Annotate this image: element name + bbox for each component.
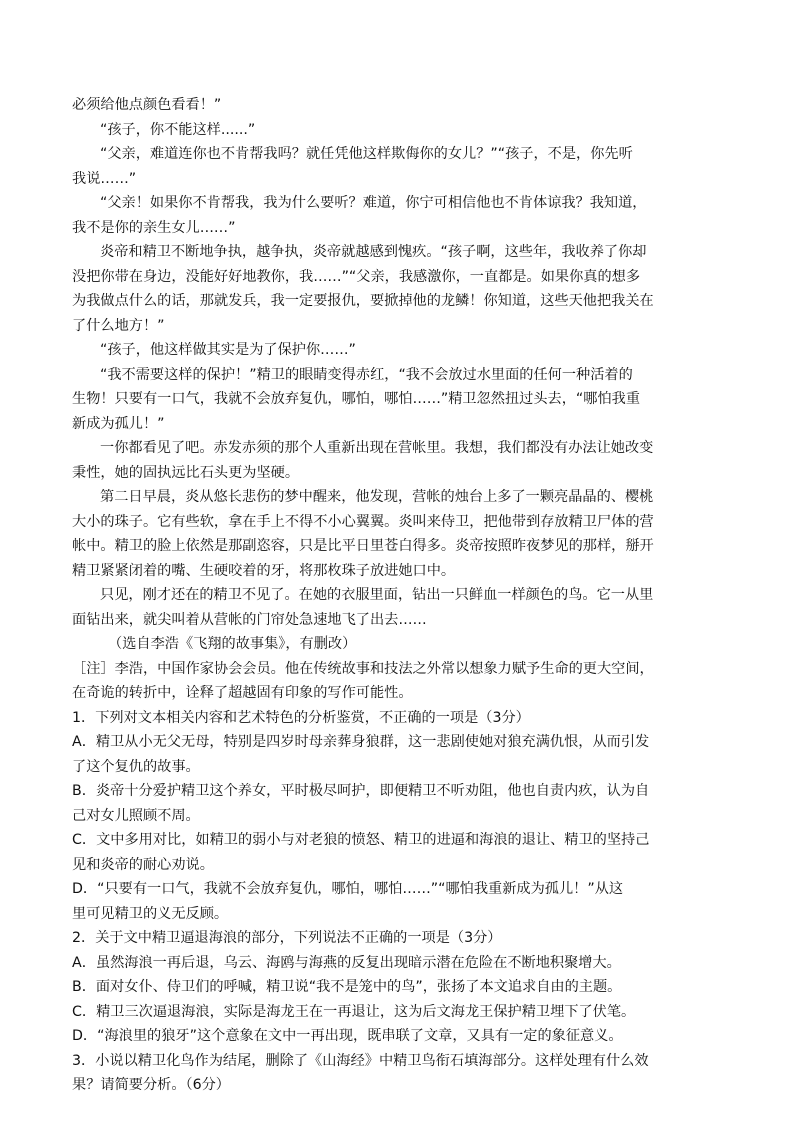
text-line: 我不是你的亲生女儿……” [72, 219, 236, 236]
text-line: 第二日早晨，炎从悠长悲伤的梦中醒来，他发现，营帐的烛台上多了一颗亮晶晶的、樱桃 [100, 489, 654, 505]
text-line: “孩子，他这样做其实是为了保护你……” [100, 342, 356, 358]
text-line: 见和炎帝的耐心劝说。 [72, 856, 214, 873]
text-line: B．面对女仆、侍卫们的呼喊，精卫说“我不是笼中的鸟”，张扬了本文追求自由的主题。 [72, 979, 622, 995]
document-page [72, 93, 724, 1098]
text-line: “我不需要这样的保护！”精卫的眼睛变得赤红，“我不会放过水里面的任何一种活着的 [100, 366, 633, 383]
text-line: 了什么地方！” [72, 317, 165, 334]
text-line: 只见，刚才还在的精卫不见了。在她的衣服里面，钻出一只鲜血一样颜色的鸟。它一从里 [100, 587, 654, 603]
text-line: 新成为孤儿！” [72, 415, 165, 432]
text-line: 在奇诡的转折中，诠释了超越固有印象的写作可能性。 [72, 685, 413, 701]
text-line: 为我做点什么的话，那就发兵，我一定要报仇，要掀掉他的龙鳞！你知道，这些天他把我关在 [72, 293, 654, 309]
text-line: 里可见精卫的义无反顾。 [72, 905, 229, 922]
text-line: 一你都看见了吧。赤发赤须的那个人重新出现在营帐里。我想，我们都没有办法让她改变 [100, 440, 654, 456]
text-line: 大小的珠子。它有些软，拿在手上不得不小心翼翼。炎叫来侍卫，把他带到存放精卫尸体的营 [72, 513, 654, 530]
text-line: 1．下列对文本相关内容和艺术特色的分析鉴赏，不正确的一项是（3分） [72, 709, 530, 726]
text-line: 精卫紧紧闭着的嘴、生硬咬着的牙，将那枚珠子放进她口中。 [72, 562, 456, 579]
text-line: 我说……” [72, 170, 137, 187]
text-line: B．炎帝十分爱护精卫这个养女，平时极尽呵护，即便精卫不听劝阻，他也自责内疚，认为自 [72, 783, 650, 799]
text-line: ［注］李浩，中国作家协会会员。他在传统故事和技法之外常以想象力赋予生命的更大空间， [72, 660, 654, 677]
text-line: 2．关于文中精卫逼退海浪的部分，下列说法不正确的一项是（3分） [72, 930, 502, 946]
text-line: 生物！只要有一口气，我就不会放弃复仇，哪怕，哪怕……”精卫忽然扭过头去，“哪怕我重 [72, 391, 641, 407]
text-line: 炎帝和精卫不断地争执，越争执，炎帝就越感到愧疚。“孩子啊，这些年，我收养了你却 [100, 244, 647, 260]
text-line: 己对女儿照顾不周。 [72, 807, 200, 824]
text-line: 秉性，她的固执远比石头更为坚硬。 [72, 464, 300, 481]
text-line: A．精卫从小无父无母，特别是四岁时母亲葬身狼群，这一悲剧使她对狼充满仇恨，从而引发 [72, 734, 650, 750]
text-line: （选自李浩《飞翔的故事集》，有删改） [108, 636, 357, 652]
text-line: 帐中。精卫的脸上依然是那副恣容，只是比平日里苍白得多。炎帝按照昨夜梦见的那样，掰开 [72, 538, 654, 554]
text-line: 3．小说以精卫化鸟作为结尾，删除了《山海经》中精卫鸟衔石填海部分。这样处理有什么效 [72, 1052, 649, 1069]
text-line: 了这个复仇的故事。 [72, 758, 200, 775]
text-line: “孩子，你不能这样......” [100, 121, 256, 138]
text-line: D．“只要有一口气，我就不会放弃复仇，哪怕，哪怕……”“哪怕我重新成为孤儿！”从这 [72, 881, 624, 897]
text-line: C．精卫三次逼退海浪，实际是海龙王在一再退让，这为后文海龙王保护精卫埋下了伏笔。 [72, 1003, 636, 1020]
text-line: D．“海浪里的狼牙”这个意象在文中一再出现，既串联了文章，又具有一定的象征意义。 [72, 1028, 623, 1044]
text-line: “父亲！如果你不肯帮我，我为什么要听？难道，你宁可相信他也不肯体谅我？我知道， [100, 195, 647, 211]
text-line: 果？请简要分析。（6分） [72, 1077, 230, 1093]
text-line: “父亲，难道连你也不肯帮我吗？就任凭他这样欺侮你的女儿？”“孩子，不是，你先听 [100, 146, 633, 162]
text-line: C．文中多用对比，如精卫的弱小与对老狼的愤怒、精卫的进逼和海浪的退让、精卫的坚持己 [72, 832, 650, 848]
text-line: 必须给他点颜色看看！” [72, 97, 222, 113]
text-line: 面钻出来，就尖叫着从营帐的门帘处急速地飞了出去…… [72, 611, 427, 628]
text-line: 没把你带在身边，没能好好地教你，我……”“父亲，我感激你，一直都是。如果你真的想多 [72, 268, 641, 285]
text-line: A．虽然海浪一再后退，乌云、海鸥与海燕的反复出现暗示潜在危险在不断地积聚增大。 [72, 954, 621, 971]
